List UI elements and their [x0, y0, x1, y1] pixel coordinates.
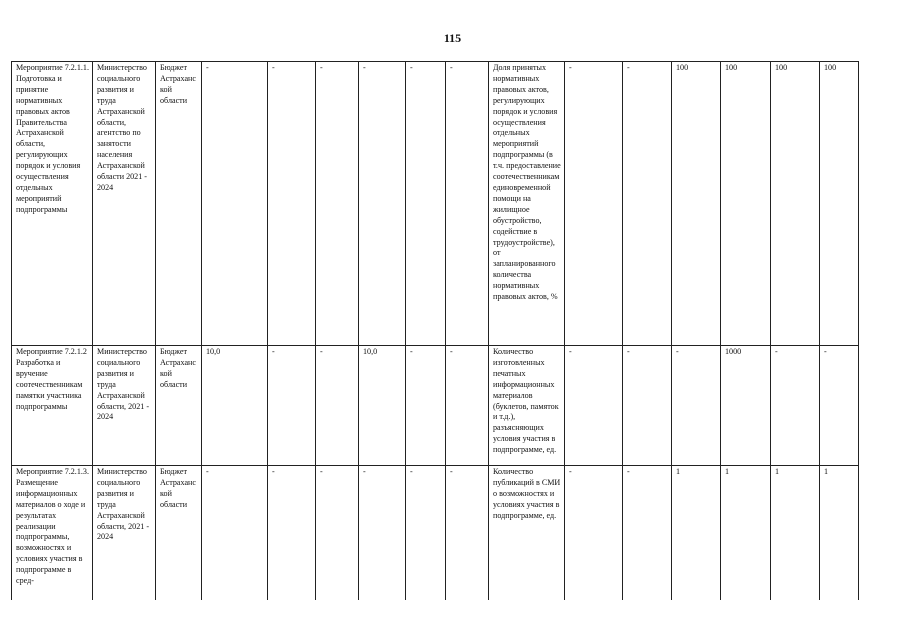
- value-cell: -: [446, 466, 489, 601]
- value-cell: -: [202, 62, 268, 346]
- indicator-value-cell: -: [672, 346, 721, 466]
- indicator-value-cell: 1: [721, 466, 771, 601]
- value-cell: -: [406, 466, 446, 601]
- indicator-value-cell: 100: [820, 62, 859, 346]
- value-cell: -: [406, 62, 446, 346]
- value-cell: -: [446, 346, 489, 466]
- value-cell: 10,0: [202, 346, 268, 466]
- event-cell: Мероприятие 7.2.1.1. Подготовка и принятие нормативных правовых актов Правительства Астраханской области, регулирующих порядок и условия осуществления отдельных мероприятий подпрограммы: [12, 62, 93, 346]
- indicator-value-cell: 100: [771, 62, 820, 346]
- indicator-value-cell: -: [623, 62, 672, 346]
- value-cell: -: [446, 62, 489, 346]
- value-cell: -: [316, 346, 359, 466]
- indicator-value-cell: 100: [721, 62, 771, 346]
- indicator-value-cell: -: [565, 346, 623, 466]
- indicator-cell: Количество публикаций в СМИ о возможностях и условиях участия в подпрограмме, ед.: [489, 466, 565, 601]
- indicator-cell: Количество изготовленных печатных информационных материалов (буклетов, памяток и т.д.), разъясняющих условия участия в подпрограмме, ед.: [489, 346, 565, 466]
- source-cell: Бюджет Астраханской области: [156, 62, 202, 346]
- value-cell: 10,0: [359, 346, 406, 466]
- indicator-value-cell: 1000: [721, 346, 771, 466]
- indicator-value-cell: -: [820, 346, 859, 466]
- value-cell: -: [268, 346, 316, 466]
- table-row: [12, 346, 859, 466]
- value-cell: -: [406, 346, 446, 466]
- executor-cell: Министерство социального развития и труда Астраханской области, 2021 - 2024: [93, 346, 156, 466]
- value-cell: -: [316, 62, 359, 346]
- executor-cell: Министерство социального развития и труда Астраханской области, 2021 - 2024: [93, 466, 156, 601]
- value-cell: -: [359, 466, 406, 601]
- indicator-cell: Доля принятых нормативных правовых актов, регулирующих порядок и условия осуществления отдельных мероприятий подпрограммы (в т.ч. предоставление соотечественникам единовременной помощи на жилищное обустройство, содействие в трудоустройстве), от запланированного количества нормативных правовых актов, %: [489, 62, 565, 346]
- indicator-value-cell: -: [565, 466, 623, 601]
- value-cell: -: [268, 62, 316, 346]
- value-cell: -: [316, 466, 359, 601]
- indicator-value-cell: -: [623, 466, 672, 601]
- executor-cell: Министерство социального развития и труда Астраханской области, агентство по занятости населения Астраханской области 2021 - 2024: [93, 62, 156, 346]
- event-cell: Мероприятие 7.2.1.2 Разработка и вручение соотечественникам памятки участника подпрограммы: [12, 346, 93, 466]
- value-cell: -: [268, 466, 316, 601]
- indicator-value-cell: 1: [771, 466, 820, 601]
- indicator-value-cell: -: [565, 62, 623, 346]
- value-cell: -: [359, 62, 406, 346]
- source-cell: Бюджет Астраханской области: [156, 346, 202, 466]
- indicator-value-cell: -: [771, 346, 820, 466]
- program-table: [11, 61, 859, 600]
- page-number: 115: [443, 31, 462, 45]
- indicator-value-cell: 1: [672, 466, 721, 601]
- source-cell: Бюджет Астраханской области: [156, 466, 202, 601]
- event-cell: Мероприятие 7.2.1.3. Размещение информационных материалов о ходе и результатах реализации подпрограммы, возможностях и условиях участия в подпрограмме в сред-: [12, 466, 93, 601]
- indicator-value-cell: -: [623, 346, 672, 466]
- table-row: [12, 62, 859, 346]
- value-cell: -: [202, 466, 268, 601]
- indicator-value-cell: 1: [820, 466, 859, 601]
- table-row: [12, 466, 859, 601]
- indicator-value-cell: 100: [672, 62, 721, 346]
